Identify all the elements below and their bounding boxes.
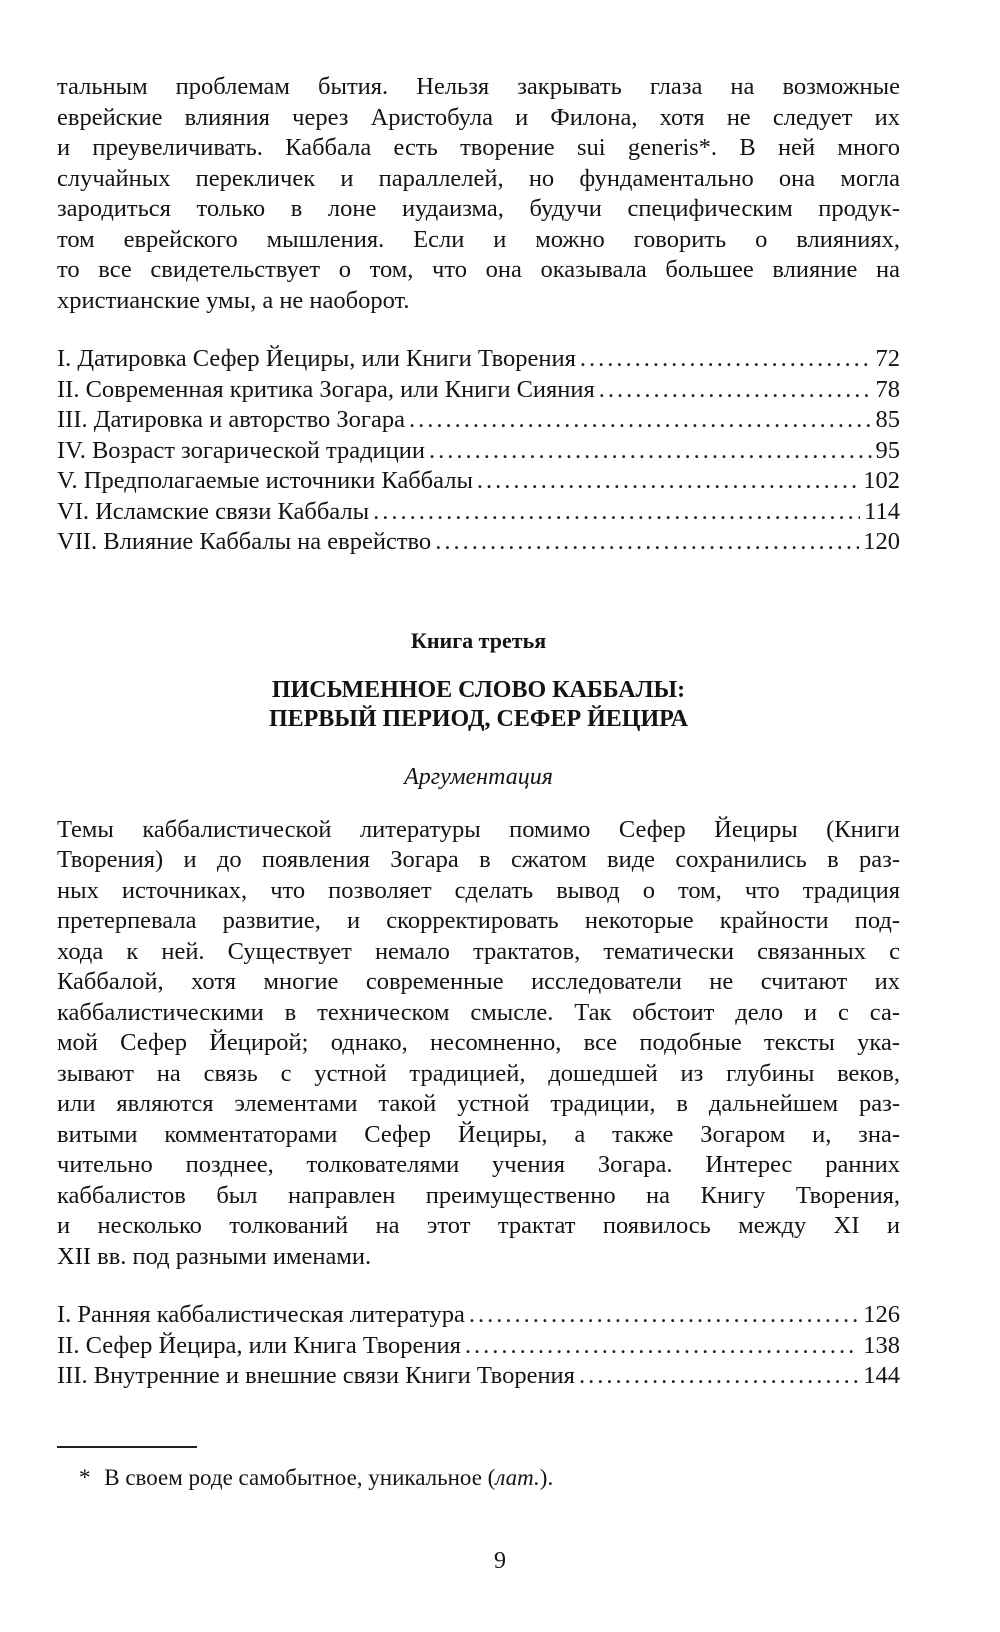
text-line: Каббалой, хотя многие современные исследователи не считают их [57,968,900,995]
toc-entry [57,497,900,528]
text-line: ных источниках, что позволяет сделать вывод о том, что традиция [57,876,900,904]
book-title-line: ПИСЬМЕННОЕ СЛОВО КАББАЛЫ: [271,676,686,703]
text-line: и несколько толкований на этот трактат появилось между XI и [57,1212,900,1239]
text-line: случайных перекличек и параллелей, но фундаментально она могла [57,164,900,192]
book-title-line: ПЕРВЫЙ ПЕРИОД, СЕФЕР ЙЕЦИРА [268,705,689,732]
toc-entry-page: 78 [875,375,900,403]
text-line: том еврейского мышления. Если и можно говорить о влияниях, [57,225,900,253]
footnote-rule [57,1446,197,1448]
toc-entry [57,375,900,406]
toc-entry-title: III. Датировка и авторство Зогара [57,406,405,433]
text-line: то все свидетельствует о том, что она оказывала большее влияние на [57,256,900,283]
text-line: витыми комментаторами Сефер Йециры, а также Зогаром и, зна- [57,1120,900,1148]
toc-entry-title: I. Датировка Сефер Йециры, или Книги Творения [57,345,576,372]
toc-entry [57,436,900,467]
toc-book-two [57,344,900,558]
toc-leader-dots [580,344,872,375]
book-title [57,676,900,734]
text-line: XII вв. под разными именами. [57,1242,372,1270]
argument-heading: Аргументация [404,763,553,790]
toc-entry-title: II. Современная критика Зогара, или Книги Сияния [57,375,595,403]
toc-entry-title: V. Предполагаемые источники Каббалы [57,467,473,494]
toc-leader-dots [435,527,859,558]
footnote-abbr: лат. [495,1464,540,1490]
text-line: еврейские влияния через Аристобула и Филона, хотя не следует их [57,103,900,131]
book-label: Книга третья [410,627,547,653]
toc-leader-dots [469,1300,859,1331]
toc-entry [57,1300,900,1331]
toc-leader-dots [409,405,872,436]
text-line: христианские умы, а не наоборот. [57,286,410,314]
text-line: тальным проблемам бытия. Нельзя закрывать глаза на возможные [57,73,900,100]
toc-entry-title: I. Ранняя каббалистическая литература [57,1301,465,1328]
text-line: Творения) и до появления Зогара в сжатом виде сохранились в раз- [57,846,900,873]
toc-leader-dots [599,375,872,406]
toc-entry [57,405,900,436]
toc-entry-page: 114 [864,497,900,525]
text-line: зывают на связь с устной традицией, дошедшей из глубины веков, [57,1059,900,1087]
toc-entry-page: 126 [863,1301,900,1328]
toc-entry-page: 95 [875,436,900,464]
intro-paragraph [57,72,900,316]
text-line: претерпевала развитие, и скорректировать некоторые крайности под- [57,907,900,934]
toc-entry-page: 72 [875,345,900,372]
toc-entry [57,1331,900,1362]
toc-leader-dots [579,1361,859,1392]
footnote-close: ). [539,1464,554,1490]
text-line: чительно позднее, толкователями учения Зогара. Интерес ранних [57,1151,900,1178]
toc-entry-page: 85 [875,406,900,433]
toc-entry-title: II. Сефер Йецира, или Книга Творения [57,1331,461,1359]
text-line: каббалистическими в техническом смысле. Так обстоит дело и с са- [57,998,900,1026]
toc-entry-page: 144 [863,1362,900,1389]
page-body [57,72,900,1492]
text-line: и преувеличивать. Каббала есть творение sui generis*. В ней много [57,134,900,161]
toc-book-three [57,1300,900,1392]
page-number: 9 [494,1548,506,1574]
toc-entry [57,527,900,558]
text-line: Темы каббалистической литературы помимо Сефер Йециры (Книги [57,815,900,843]
book3-paragraph [57,815,900,1273]
text-line: каббалистов был направлен преимущественно на Книгу Творения, [57,1181,900,1209]
toc-entry [57,466,900,497]
toc-entry-page: 102 [863,467,900,494]
text-line: мой Сефер Йецирой; однако, несомненно, все подобные тексты ука- [57,1029,900,1056]
toc-entry-page: 138 [863,1331,900,1359]
text-line: зародиться только в лоне иудаизма, будучи специфическим продук- [57,195,900,222]
footnote [57,1464,900,1492]
toc-leader-dots [429,436,872,467]
toc-leader-dots [373,497,860,528]
text-line: или являются элементами такой устной традиции, в дальнейшем раз- [57,1090,900,1117]
footnote-text: В своем роде самобытное, уникальное ( [104,1464,496,1490]
toc-entry [57,1361,900,1392]
toc-leader-dots [465,1331,859,1362]
toc-leader-dots [477,466,859,497]
toc-entry [57,344,900,375]
text-line: хода к ней. Существует немало трактатов, тематически связанных с [57,937,900,965]
footnote-marker: * [79,1464,91,1490]
toc-entry-title: VII. Влияние Каббалы на еврейство [57,528,432,555]
toc-entry-title: III. Внутренние и внешние связи Книги Творения [57,1362,575,1389]
toc-entry-title: VI. Исламские связи Каббалы [57,497,370,525]
toc-entry-title: IV. Возраст зогарической традиции [57,436,425,464]
toc-entry-page: 120 [863,528,900,555]
